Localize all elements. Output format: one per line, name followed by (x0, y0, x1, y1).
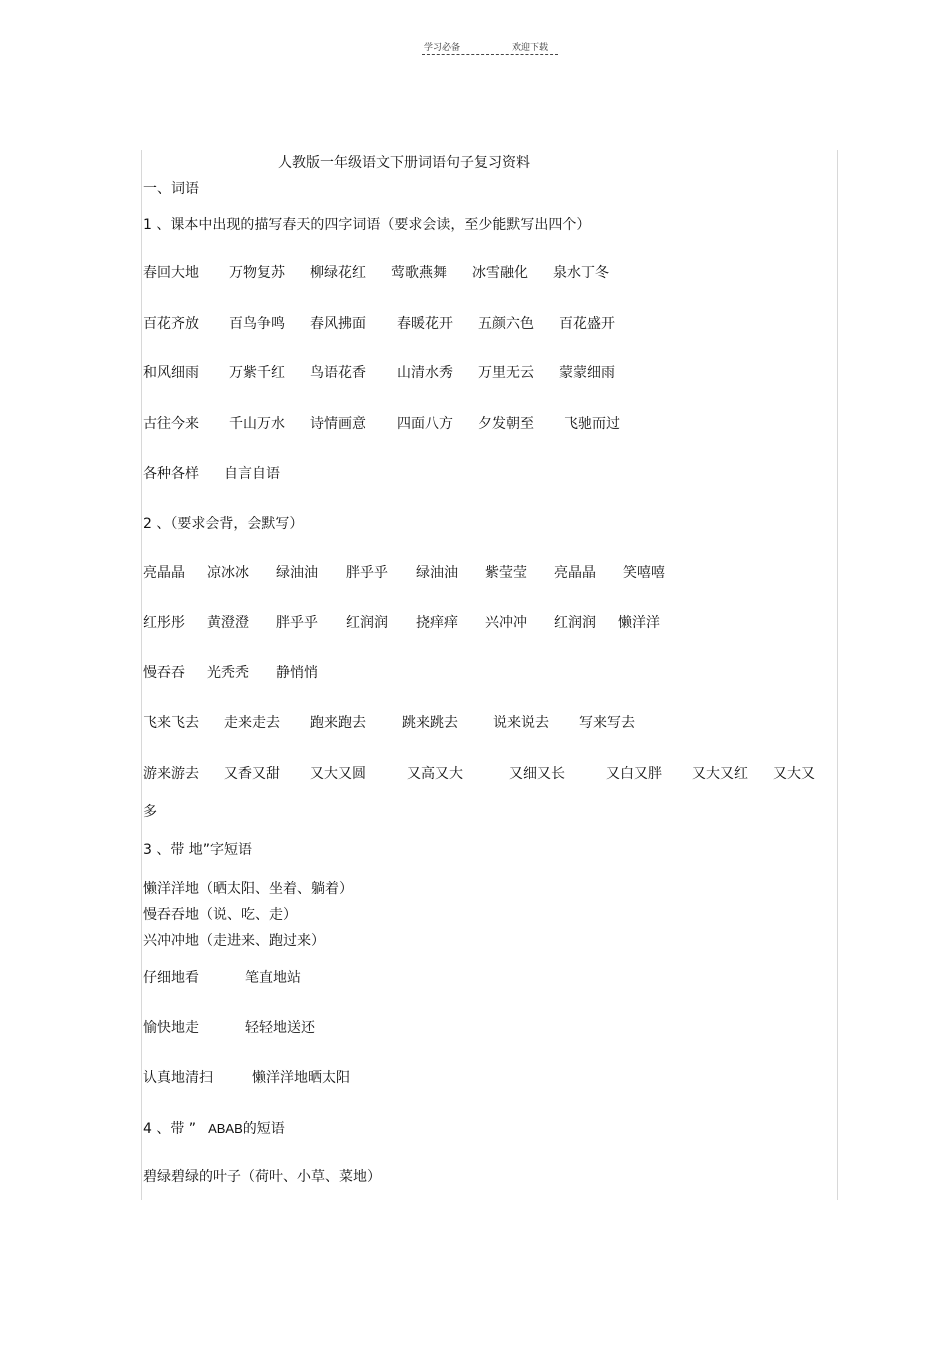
word: 万里无云 (478, 365, 534, 381)
q4-suffix: 的短语 (242, 1121, 285, 1137)
q4-prefix: 4 、带 ” (143, 1121, 197, 1137)
word: 五颜六色 (478, 316, 534, 332)
phrase: 笔直地站 (245, 970, 301, 986)
word: 笑嘻嘻 (623, 565, 665, 581)
word: 又高又大 (407, 766, 463, 782)
word: 春风拂面 (310, 316, 366, 332)
word: 红润润 (554, 615, 596, 631)
phrase-line: 碧绿碧绿的叶子（荷叶、小草、菜地） (143, 1169, 381, 1185)
word: 光秃秃 (207, 665, 249, 681)
word: 慢吞吞 (143, 665, 185, 681)
word: 凉冰冰 (207, 565, 249, 581)
word: 冰雪融化 (472, 265, 528, 281)
word: 跑来跑去 (310, 715, 366, 731)
question-4-heading (143, 1120, 285, 1138)
word: 莺歌燕舞 (391, 265, 447, 281)
q4-latin: ABAB (208, 1121, 243, 1136)
phrase: 轻轻地送还 (245, 1020, 315, 1036)
wrapped-char: 多 (143, 804, 157, 820)
word: 说来说去 (493, 715, 549, 731)
phrase: 仔细地看 (143, 970, 199, 986)
word: 又白又胖 (606, 766, 662, 782)
header-right-text: 欢迎下载 (512, 43, 549, 53)
section-heading: 一、词语 (143, 181, 199, 197)
word: 紫莹莹 (485, 565, 527, 581)
word: 又大又 (773, 766, 815, 782)
word: 跳来跳去 (402, 715, 458, 731)
word: 百花盛开 (559, 316, 615, 332)
question-3-heading: 3 、带 地”字短语 (143, 842, 253, 858)
word: 山清水秀 (397, 365, 453, 381)
word: 春暖花开 (397, 316, 453, 332)
word: 飞驰而过 (564, 416, 620, 432)
word: 又大又圆 (310, 766, 366, 782)
word: 绿油油 (416, 565, 458, 581)
question-2-heading: 2 、（要求会背，会默写） (143, 516, 304, 532)
phrase-line: 慢吞吞地（说、吃、走） (143, 907, 297, 923)
phrase: 懒洋洋地晒太阳 (252, 1070, 350, 1086)
phrase: 愉快地走 (143, 1020, 199, 1036)
word: 各种各样 (143, 466, 199, 482)
left-margin-line (141, 150, 142, 1200)
word: 百花齐放 (143, 316, 199, 332)
word: 静悄悄 (276, 665, 318, 681)
word: 胖乎乎 (276, 615, 318, 631)
word: 蒙蒙细雨 (559, 365, 615, 381)
word: 挠痒痒 (416, 615, 458, 631)
word: 又大又红 (692, 766, 748, 782)
word: 千山万水 (229, 416, 285, 432)
right-margin-line (837, 150, 838, 1200)
word: 兴冲冲 (485, 615, 527, 631)
question-1-heading: 1 、课本中出现的描写春天的四字词语（要求会读，至少能默写出四个） (143, 217, 591, 233)
word: 亮晶晶 (143, 565, 185, 581)
phrase: 认真地清扫 (143, 1070, 213, 1086)
word: 懒洋洋 (618, 615, 660, 631)
word: 亮晶晶 (554, 565, 596, 581)
word: 四面八方 (397, 416, 453, 432)
word: 自言自语 (224, 466, 280, 482)
word: 写来写去 (579, 715, 635, 731)
word: 红彤彤 (143, 615, 185, 631)
word: 诗情画意 (310, 416, 366, 432)
header-dashed-rule (422, 54, 558, 55)
document-title: 人教版一年级语文下册词语句子复习资料 (278, 155, 530, 171)
word: 鸟语花香 (310, 365, 366, 381)
word: 飞来飞去 (143, 715, 199, 731)
word: 万物复苏 (229, 265, 285, 281)
phrase-line: 懒洋洋地（晒太阳、坐着、躺着） (143, 881, 353, 897)
header-left-text: 学习必备 (424, 43, 461, 53)
word: 又香又甜 (224, 766, 280, 782)
word: 春回大地 (143, 265, 199, 281)
word: 黄澄澄 (207, 615, 249, 631)
word: 古往今来 (143, 416, 199, 432)
word: 柳绿花红 (310, 265, 366, 281)
word: 红润润 (346, 615, 388, 631)
word: 夕发朝至 (478, 416, 534, 432)
word: 万紫千红 (229, 365, 285, 381)
word: 又细又长 (509, 766, 565, 782)
phrase-line: 兴冲冲地（走进来、跑过来） (143, 933, 325, 949)
page-header (422, 38, 558, 58)
word: 百鸟争鸣 (229, 316, 285, 332)
word: 走来走去 (224, 715, 280, 731)
word: 绿油油 (276, 565, 318, 581)
word: 和风细雨 (143, 365, 199, 381)
word: 胖乎乎 (346, 565, 388, 581)
word: 游来游去 (143, 766, 199, 782)
word: 泉水丁冬 (553, 265, 609, 281)
